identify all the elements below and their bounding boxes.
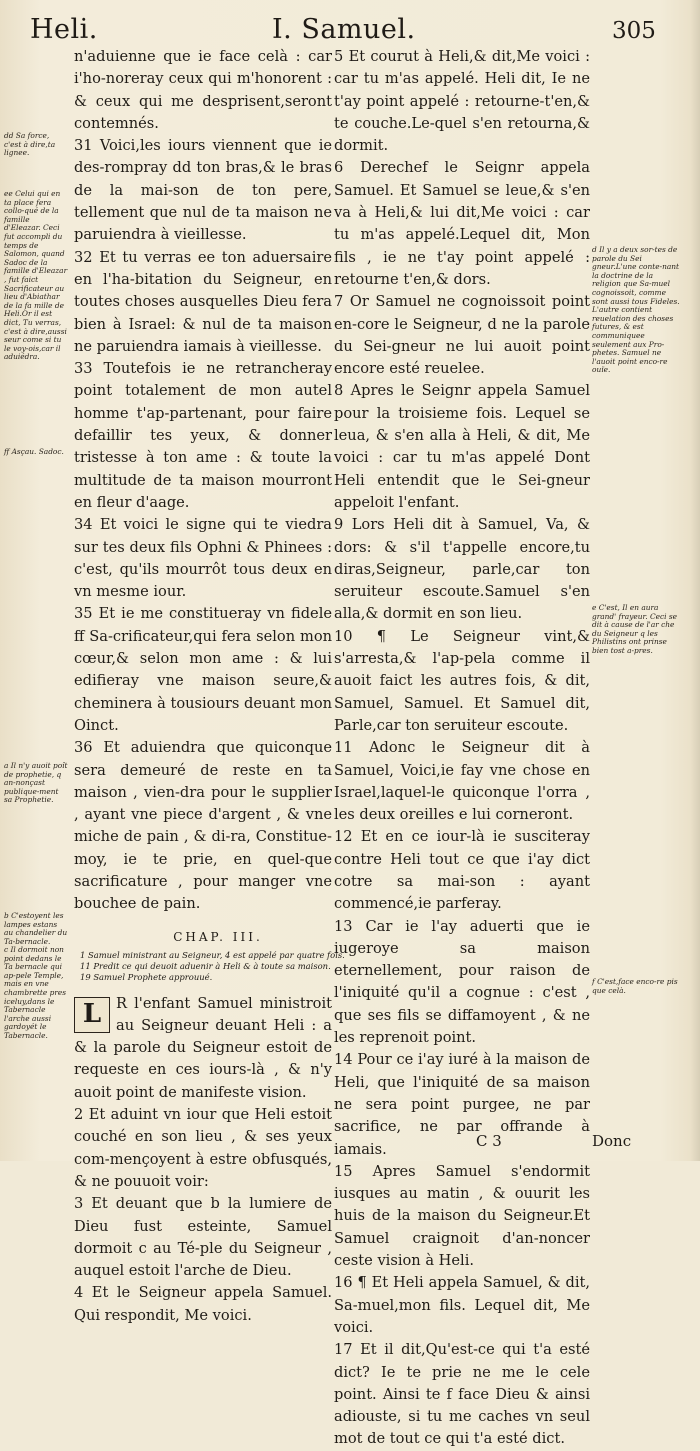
verse-9: 9 Lors Heli dit à Samuel, Va, & dors: & s'il t'appelle encore,tu diras,Seigneur, parle,car ton seruiteur escoute.Samuel s'en alla,& dormit en son lieu. xyxy=(334,516,590,623)
verse-6: 6 Derechef le Seignr appela Samuel. Et Samuel se leue,& s'en va à Heli,& lui dit,Me voici : car tu m'as appelé.Lequel dit, Mon fils , ie ne t'ay point appelé : retourne t'en,& dors. xyxy=(334,159,590,288)
verse-36: 36 Et aduiendra que quiconque sera demeuré de reste en ta maison , vien-dra pour le supplier , ayant vne piece d'argent , & vne miche de pain , & di-ra, Constitue-moy, ie te prie, en quel-que sacrificature , pour manger vne bouchee de pain. xyxy=(74,739,332,913)
verse-31: 31 Voici,les iours viennent que ie des-rompray dd ton bras,& le bras de la mai-son de ton pere, tellement que nul de ta maison ne paruiendra à vieillesse. xyxy=(74,137,332,244)
ornamental-dropcap: L xyxy=(74,997,110,1033)
chapter-summary-line: 11 Predit ce qui deuoit aduenir à Heli & à toute sa maison. xyxy=(80,960,331,971)
page-number: 305 xyxy=(612,18,656,44)
verse-17: 17 Et il dit,Qu'est-ce qui t'a esté dict? Ie te prie ne me le cele point. Ainsi te f face Dieu & ainsi adiouste, si tu me caches vn seul mot de tout ce qui t'a esté dict. xyxy=(334,1341,590,1448)
verse-8: 8 Apres le Seignr appela Samuel pour la troisieme fois. Lequel se leua, & s'en alla à Heli, & dit, Me voici : car tu m'as appelé Dont Heli entendit que le Sei-gneur appeloit l'enfant. xyxy=(334,382,590,511)
verse-14: 14 Pour ce i'ay iuré à la maison de Heli, que l'iniquité de sa maison ne sera point purgee, ne par sacrifice, ne par offrande à iamais. xyxy=(334,1051,590,1158)
margin-note-ff: ff Asçau. Sadoc. xyxy=(4,447,64,456)
margin-note-ee: ee Celui qui en ta place fera collo-qué de la famille d'Eleazar. Ceci fut accompli du temps de Salomon, quand Sadoc de la famille d'Eleazar , fut faict Sacrificateur au lieu d'Abiathar de la fa mille de Heli.Or il est dict, Tu verras, c'est à dire,aussi seur come si tu le voy-ois,car il aduiédra. xyxy=(4,189,68,362)
right-text-column xyxy=(334,46,590,1451)
verse-1-text: R l'enfant Samuel ministroit au Seigneur deuant Heli : a & la parole du Seigneur estoit de requeste en ces iours-là , & n'y auoit point de manifeste vision. xyxy=(74,994,332,1101)
page-footer xyxy=(0,1132,700,1156)
margin-note-b: b C'estoyent les lampes estans au chandelier du Ta-bernacle. xyxy=(4,911,68,946)
verse-12: 12 Et en ce iour-là ie susciteray contre Heli tout ce que i'ay dict cotre sa mai-son : ayant commencé,ie parferay. xyxy=(334,828,590,913)
verse-33: 33 Toutefois ie ne retrancheray point totalement de mon autel homme t'ap-partenant, pour faire defaillir tes yeux, & donner tristesse à ton ame : & toute la multitude de ta maison mourront en fleur d'aage. xyxy=(74,360,332,511)
header-left-title: Heli. xyxy=(30,14,98,45)
margin-note-a: a Il n'y auoit poît de prophetie, q an-nonçast publique-ment sa Prophetie. xyxy=(4,761,68,805)
verse-2: 2 Et aduint vn iour que Heli estoit couché en son lieu , & ses yeux com-mençoyent à estre obfusqués, & ne pouuoit voir: xyxy=(74,1106,332,1190)
verse-10: 10 ¶ Le Seigneur vint,& s'arresta,& l'ap-pela comme il auoit faict les autres fois, & dit, Samuel, Samuel. Et Samuel dit, Parle,car ton seruiteur escoute. xyxy=(334,627,590,734)
verse-15: 15 Apres Samuel s'endormit iusques au matin , & ouurit les huis de la maison du Seigneur.Et Samuel craignoit d'an-noncer ceste vision à Heli. xyxy=(334,1162,590,1270)
verse-4: 4 Et le Seigneur appela Samuel. Qui respondit, Me voici. xyxy=(74,1284,332,1324)
verse-3: 3 Et deuant que b la lumiere de Dieu fust esteinte, Samuel dormoit c au Té-ple du Seigneur , auquel estoit l'arche de Dieu. xyxy=(74,1195,332,1280)
chapter-summary-line: 19 Samuel Prophete approuué. xyxy=(80,971,213,982)
margin-note-f: f C'est,face enco-re pis que celà. xyxy=(592,977,678,995)
verse-13: 13 Car ie l'ay aduerti que ie iugeroye sa maison eternellement, pour raison de l'iniquité qu'il a cognue : c'est , que ses fils se diffamoyent , & ne les reprenoit point. xyxy=(334,917,590,1047)
verse-11: 11 Adonc le Seigneur dit à Samuel, Voici,ie fay vne chose en Israel,laquel-le quiconque l'orra , les deux oreilles e lui corneront. xyxy=(334,739,590,824)
verse-35: 35 Et ie me constitueray vn fidele ff Sa-crificateur,qui fera selon mon cœur,& selon mon ame : & lui edifieray vne maison seure,& cheminera à tousiours deuant mon Oinct. xyxy=(74,605,332,734)
chapter-heading-block xyxy=(74,929,345,983)
page-edge-shadow xyxy=(690,0,700,1161)
verse-32: 32 Et tu verras ee ton aduersaire en l'ha-bitation du Seigneur, en toutes choses ausquelles Dieu fera bien à Israel: & nul de ta maison ne paruiendra iamais à vieillesse. xyxy=(74,248,332,355)
verse-30-end: n'aduienne que ie face celà : car i'ho-noreray ceux qui m'honorent : & ceux qui me desprisent,seront contemnés. xyxy=(74,48,332,132)
margin-note-e: e C'est, Il en aura grand' frayeur. Ceci se dit à cause de l'ar che du Seigneur q les Philistins ont prinse bien tost a-pres. xyxy=(592,603,677,655)
header-book-title: I. Samuel. xyxy=(272,14,416,45)
signature-mark: C 3 xyxy=(476,1132,502,1150)
verse-7: 7 Or Samuel ne cognoissoit point en-core le Seigneur, d ne la parole du Sei-gneur ne lui auoit point encore esté reuelee. xyxy=(334,293,590,378)
verse-16: 16 ¶ Et Heli appela Samuel, & dit, Sa-muel,mon fils. Lequel dit, Me voici. xyxy=(334,1274,590,1336)
margin-note-dd: dd Sa force, c'est à dire,ta lignee. xyxy=(4,131,56,158)
chapter-summary-line: 1 Samuel ministrant au Seigneur, 4 est appelé par quatre fois. xyxy=(80,949,345,960)
verse-5: 5 Et courut à Heli,& dit,Me voici : car tu m'as appelé. Heli dit, Ie ne t'ay point appelé : retourne-t'en,& te couche.Le-quel s'en retourna,& dormit. xyxy=(334,48,590,155)
margin-note-c: c Il dormoit non point dedans le Ta bernacle qui ap-pele Temple, mais en vne chambrette pres iceluy,dans le Tabernacle l'arche aussi gardoyét le Tabernacle. xyxy=(4,945,67,1040)
catchword: Donc xyxy=(592,1132,632,1150)
chapter-title: CHAP. III. xyxy=(173,929,263,944)
chapter-summary xyxy=(74,949,345,983)
verse-34: 34 Et voici le signe qui te viedra sur tes deux fils Ophni & Phinees : c'est, qu'ils mourrôt tous deux en vn mesme iour. xyxy=(74,516,332,601)
verse-1 xyxy=(74,993,332,1104)
margin-note-d: d Il y a deux sor-tes de parole du Sei gneur.L'une conte-nant la doctrine de la religion que Sa-muel cognoissoit, comme sont aussi tous Fideles. L'autre contient reuelation des choses futures, & est communiquee seulement aux Pro-phetes. Samuel ne l'auoit point enco-re ouïe. xyxy=(592,245,680,375)
